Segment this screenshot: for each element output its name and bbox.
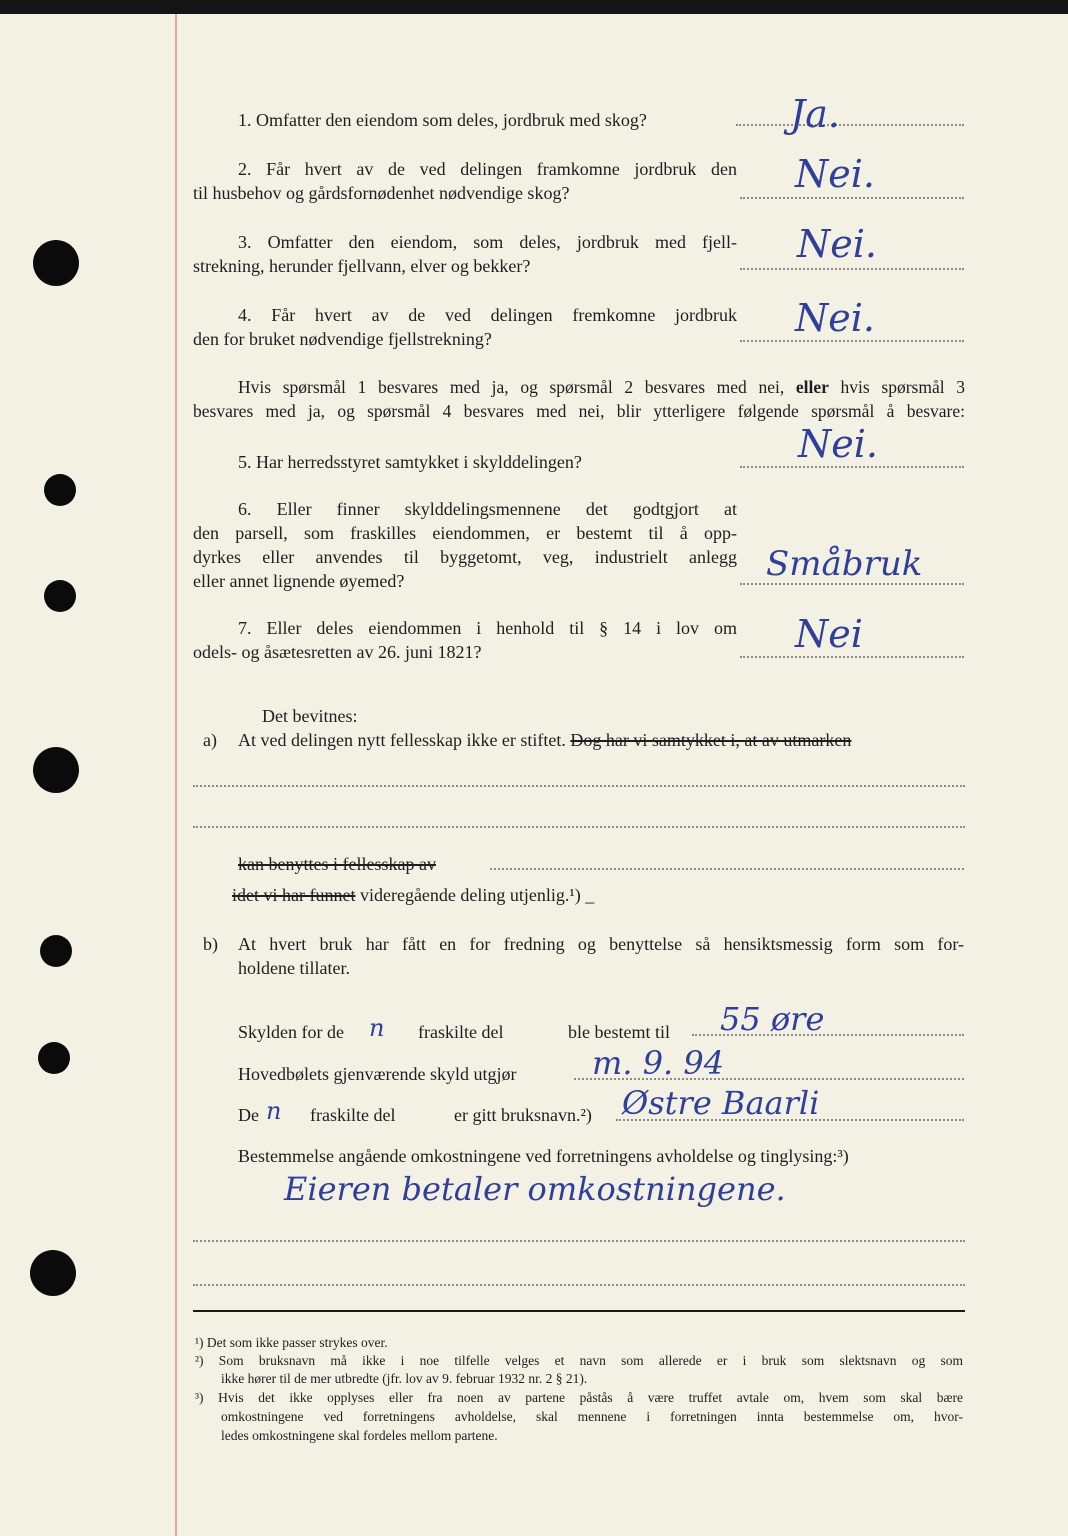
blank-line xyxy=(490,868,964,870)
question-3: 3. Omfatter den eiendom, som deles, jordbruk med fjell- strekning, herunder fjellvann, elver og bekker? xyxy=(193,232,737,276)
blank-line xyxy=(193,826,965,828)
footnote-2-cont: ikke hører til de mer utbredte (jfr. lov av 9. februar 1932 nr. 2 § 21). xyxy=(221,1371,588,1386)
punch-hole xyxy=(33,240,79,286)
attest-a-label: a) xyxy=(203,730,217,750)
hovedbol-label: Hovedbølets gjenværende skyld utgjør xyxy=(238,1064,517,1084)
margin-line xyxy=(175,14,177,1536)
blank-line xyxy=(193,1240,965,1242)
omkostninger-answer: Eieren betaler omkostningene. xyxy=(284,1170,786,1208)
skyld-hand-n: n xyxy=(369,1014,385,1042)
instruction-text: Hvis spørsmål 1 besvares med ja, og spørsmål 2 besvares med nei, eller hvis spørsmål 3 besvares med ja, og spørsmål 4 besvares med nei, blir ytterligere følgende spørsmål å besvare: xyxy=(193,377,965,421)
question-7: 7. Eller deles eiendommen i henhold til § 14 i lov om odels- og åsætesretten av 26. juni 1821? xyxy=(193,618,737,662)
hovedbol-answer: m. 9. 94 xyxy=(592,1044,725,1082)
scan-top-edge xyxy=(0,0,1068,14)
answer-4: Nei. xyxy=(795,296,875,340)
answer-line xyxy=(740,340,964,342)
punch-hole xyxy=(33,747,79,793)
question-5: 5. Har herredsstyret samtykket i skylddelingen? xyxy=(238,452,582,472)
answer-5: Nei. xyxy=(798,422,878,466)
attest-line-3: idet vi har funnet videregående deling utjenlig.¹) _ xyxy=(232,885,595,905)
bruksnavn-label-c: er gitt bruksnavn.²) xyxy=(454,1105,592,1125)
footnote-rule xyxy=(193,1310,965,1312)
struck-text: kan benyttes i fellesskap av xyxy=(238,854,436,874)
blank-line xyxy=(193,1284,965,1286)
footnote-2: ²) Som bruksnavn må ikke i noe tilfelle velges et navn som allerede er i bruk som slektsnavn og som xyxy=(195,1353,963,1368)
footnote-3-cont: ledes omkostningene skal fordeles mellom partene. xyxy=(221,1428,498,1443)
answer-6: Småbruk xyxy=(766,544,923,584)
footnote-1: ¹) Det som ikke passer strykes over. xyxy=(195,1335,388,1350)
footnote-3: ³) Hvis det ikke opplyses eller fra noen av partene påstås å være truffet avtale om, hvem som skal bære xyxy=(195,1390,963,1405)
question-2: 2. Får hvert av de ved delingen framkomne jordbruk den til husbehov og gårdsfornødenhet nødvendige skog? xyxy=(193,159,737,203)
skyld-answer: 55 øre xyxy=(720,1000,825,1038)
punch-hole xyxy=(38,1042,70,1074)
bruksnavn-answer: Østre Baarli xyxy=(622,1084,820,1122)
blank-line xyxy=(193,785,965,787)
question-6: 6. Eller finner skylddelingsmennene det godtgjort at den parsell, som fraskilles eiendommen, er bestemt til å opp- dyrkes eller anvendes til byggetomt, veg, industrielt anlegg eller annet lignende øyemed? xyxy=(193,499,737,591)
answer-3: Nei. xyxy=(797,222,877,266)
punch-hole xyxy=(44,474,76,506)
answer-line xyxy=(736,124,964,126)
attest-b-text: At hvert bruk har fått en for fredning og benyttelse så hensiktsmessig form som for- holdene tillater. xyxy=(238,934,964,978)
attest-heading: Det bevitnes: xyxy=(262,706,358,726)
answer-line xyxy=(740,656,964,658)
answer-line xyxy=(740,268,964,270)
attest-b-label: b) xyxy=(203,934,218,954)
answer-1: Ja. xyxy=(790,92,840,136)
bruksnavn-hand-n: n xyxy=(266,1097,282,1125)
punch-hole xyxy=(30,1250,76,1296)
answer-line xyxy=(740,197,964,199)
attest-a-text: At ved delingen nytt fellesskap ikke er stiftet. Dog har vi samtykket i, at av utmarken xyxy=(238,730,852,750)
skyld-label-a: Skylden for de xyxy=(238,1022,344,1042)
omkostninger-label: Bestemmelse angående omkostningene ved forretningens avholdelse og tinglysing:³) xyxy=(238,1146,849,1166)
punch-hole xyxy=(44,580,76,612)
bruksnavn-label-b: fraskilte del xyxy=(310,1105,396,1125)
question-1: 1. Omfatter den eiendom som deles, jordbruk med skog? xyxy=(238,110,647,130)
bruksnavn-label-a: De xyxy=(238,1105,259,1125)
punch-hole xyxy=(40,935,72,967)
skyld-label-c: ble bestemt til xyxy=(568,1022,670,1042)
footnote-3-cont: omkostningene ved forretningens avholdelse, skal mennene i forretningen innta bestemmelse om, hvor- xyxy=(221,1409,963,1424)
answer-2: Nei. xyxy=(795,152,875,196)
skyld-label-b: fraskilte del xyxy=(418,1022,504,1042)
question-4: 4. Får hvert av de ved delingen fremkomne jordbruk den for bruket nødvendige fjellstrekning? xyxy=(193,305,737,349)
answer-7: Nei xyxy=(795,612,863,656)
answer-line xyxy=(740,466,964,468)
